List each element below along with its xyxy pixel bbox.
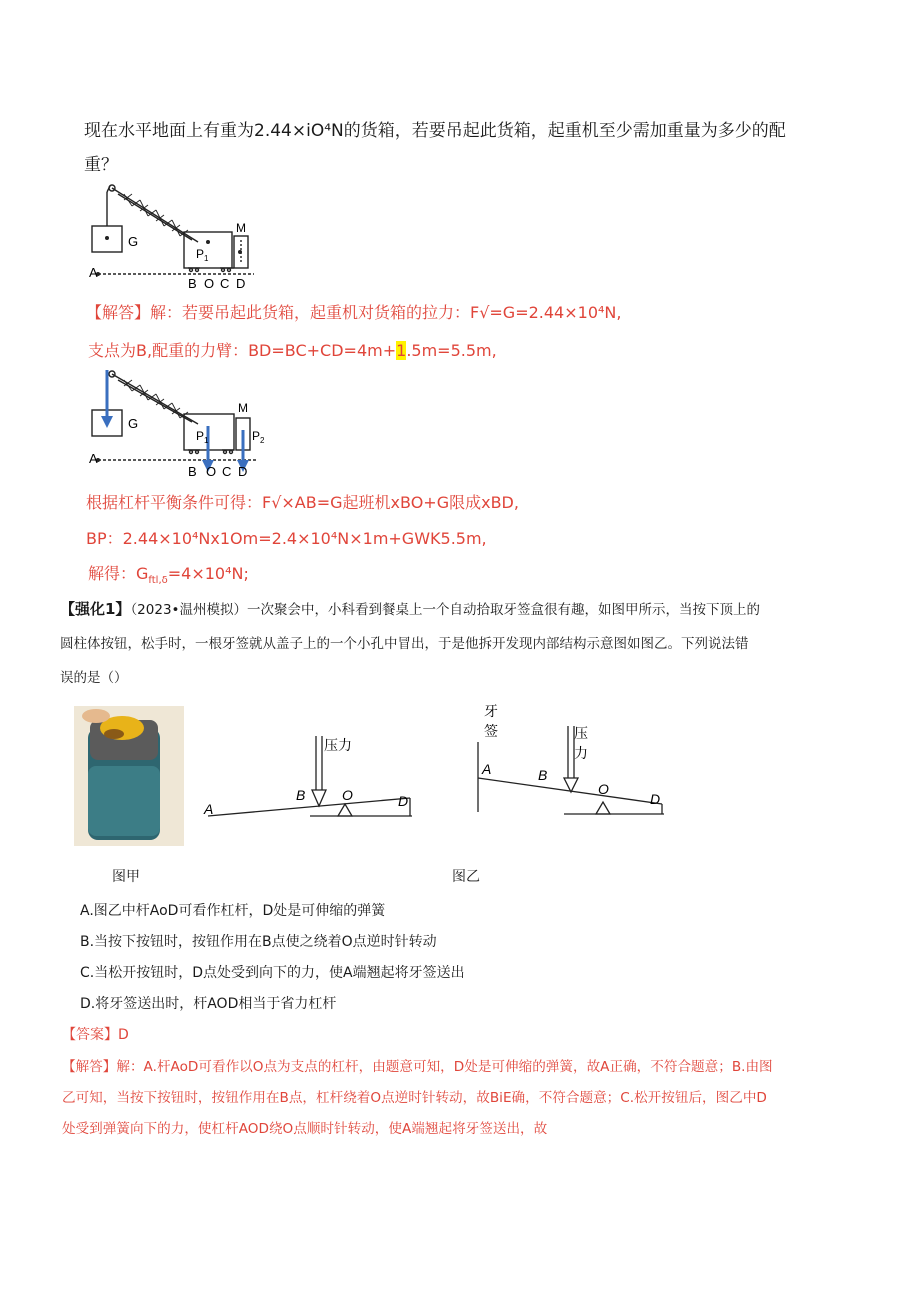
label-O: O	[342, 787, 353, 803]
option-C: C.当松开按钮时，D点处受到向下的力，使A端翘起将牙签送出	[80, 965, 465, 981]
lever-diagram-right	[472, 702, 682, 822]
solution-line-5-sub: ftl,δ	[148, 575, 168, 587]
solution-line-5-post: =4×10⁴N;	[167, 564, 249, 583]
solution-line-2-post: .5m=5.5m,	[406, 341, 497, 360]
crane-diagram-2	[88, 366, 278, 481]
label-P1-sub: 1	[204, 436, 209, 445]
caption-fig-b: 图乙	[452, 869, 480, 885]
label-G: G	[128, 416, 139, 431]
label-C: C	[222, 464, 232, 479]
toothpick-box-photo	[74, 706, 184, 846]
exercise-line-3: 误的是（）	[60, 670, 128, 686]
exercise-line-1	[60, 598, 760, 619]
exercise-line-2: 圆柱体按钮，松手时，一根牙签就从盖子上的一个小孔中冒出，于是他拆开发现内部结构示意图如图乙。下列说法错	[60, 636, 749, 652]
label-M: M	[238, 401, 248, 415]
label-D: D	[398, 793, 409, 809]
exercise-line-1-text: （2023•温州模拟）一次聚会中，小科看到餐桌上一个自动拾取牙签盒很有趣，如图甲所示，当按下顶上的	[130, 602, 761, 618]
problem-line-2: 重？	[84, 155, 118, 175]
answer-explain-1: 【解答】解：A.杆AoD可看作以O点为支点的杠杆，由题意可知，D处是可伸缩的弹簧，故A正确，不符合题意；B.由图	[62, 1059, 773, 1075]
option-A: A.图乙中杆AoD可看作杠杆，D处是可伸缩的弹簧	[80, 903, 386, 919]
label-B: B	[296, 787, 306, 803]
label-force-1: 压	[574, 725, 588, 741]
solution-line-5-pre: 解得：G	[88, 564, 149, 583]
crane-diagram-1	[88, 180, 268, 290]
answer-explain-3: 处受到弹簧向下的力，使杠杆AOD绕O点顺时针转动，使A端翘起将牙签送出，故	[62, 1121, 548, 1137]
solution-line-2	[88, 338, 497, 361]
label-toothpick-2: 签	[484, 723, 498, 739]
label-G: G	[128, 234, 139, 249]
answer-label: 【答案】D	[62, 1027, 129, 1043]
label-A: A	[482, 761, 492, 777]
label-force: 压力	[324, 737, 352, 753]
solution-line-5	[88, 561, 249, 586]
option-D: D.将牙签送出时，杆AOD相当于省力杠杆	[80, 996, 337, 1012]
label-A: A	[89, 451, 98, 466]
exercise-tag: 【强化1】	[60, 600, 131, 618]
label-O: O	[204, 276, 215, 290]
label-M: M	[236, 221, 246, 235]
label-B: B	[188, 276, 197, 290]
label-A: A	[204, 801, 214, 817]
label-B: B	[538, 767, 548, 783]
label-A: A	[89, 265, 98, 280]
label-P2-sub: 2	[260, 436, 265, 445]
label-B: B	[188, 464, 197, 479]
option-B: B.当按下按钮时，按钮作用在B点使之绕着O点逆时针转动	[80, 934, 437, 950]
lever-diagram-left	[198, 734, 418, 826]
solution-line-4: BP：2.44×10⁴Nx1Om=2.4×10⁴N×1m+GWK5.5m,	[86, 529, 487, 548]
solution-line-1: 【解答】解：若要吊起此货箱，起重机对货箱的拉力：F√=G=2.44×10⁴N,	[86, 303, 622, 322]
label-D: D	[236, 276, 246, 290]
label-P1: P	[196, 429, 205, 443]
label-O: O	[598, 781, 609, 797]
solution-line-2-pre: 支点为B,配重的力臂：BD=BC+CD=4m+	[88, 341, 397, 360]
label-D: D	[238, 464, 248, 479]
label-O: O	[206, 464, 217, 479]
label-C: C	[220, 276, 230, 290]
label-force-2: 力	[574, 745, 588, 761]
caption-fig-a: 图甲	[112, 869, 140, 885]
problem-line-1: 现在水平地面上有重为2.44×iO⁴N的货箱，若要吊起此货箱，起重机至少需加重量为多少的配	[84, 121, 786, 141]
label-toothpick-1: 牙	[484, 703, 498, 719]
label-P1: P	[196, 247, 205, 261]
highlighted-digit: 1	[396, 341, 407, 360]
label-D: D	[650, 791, 661, 807]
label-P2: P	[252, 429, 261, 443]
answer-explain-2: 乙可知，当按下按钮时，按钮作用在B点，杠杆绕着O点逆时针转动，故BiE确，不符合题意；C.松开按钮后，图乙中D	[62, 1090, 767, 1106]
label-P1-sub: 1	[204, 254, 209, 263]
solution-line-3: 根据杠杆平衡条件可得：F√×AB=G起班机xBO+G限成xBD,	[86, 493, 519, 512]
